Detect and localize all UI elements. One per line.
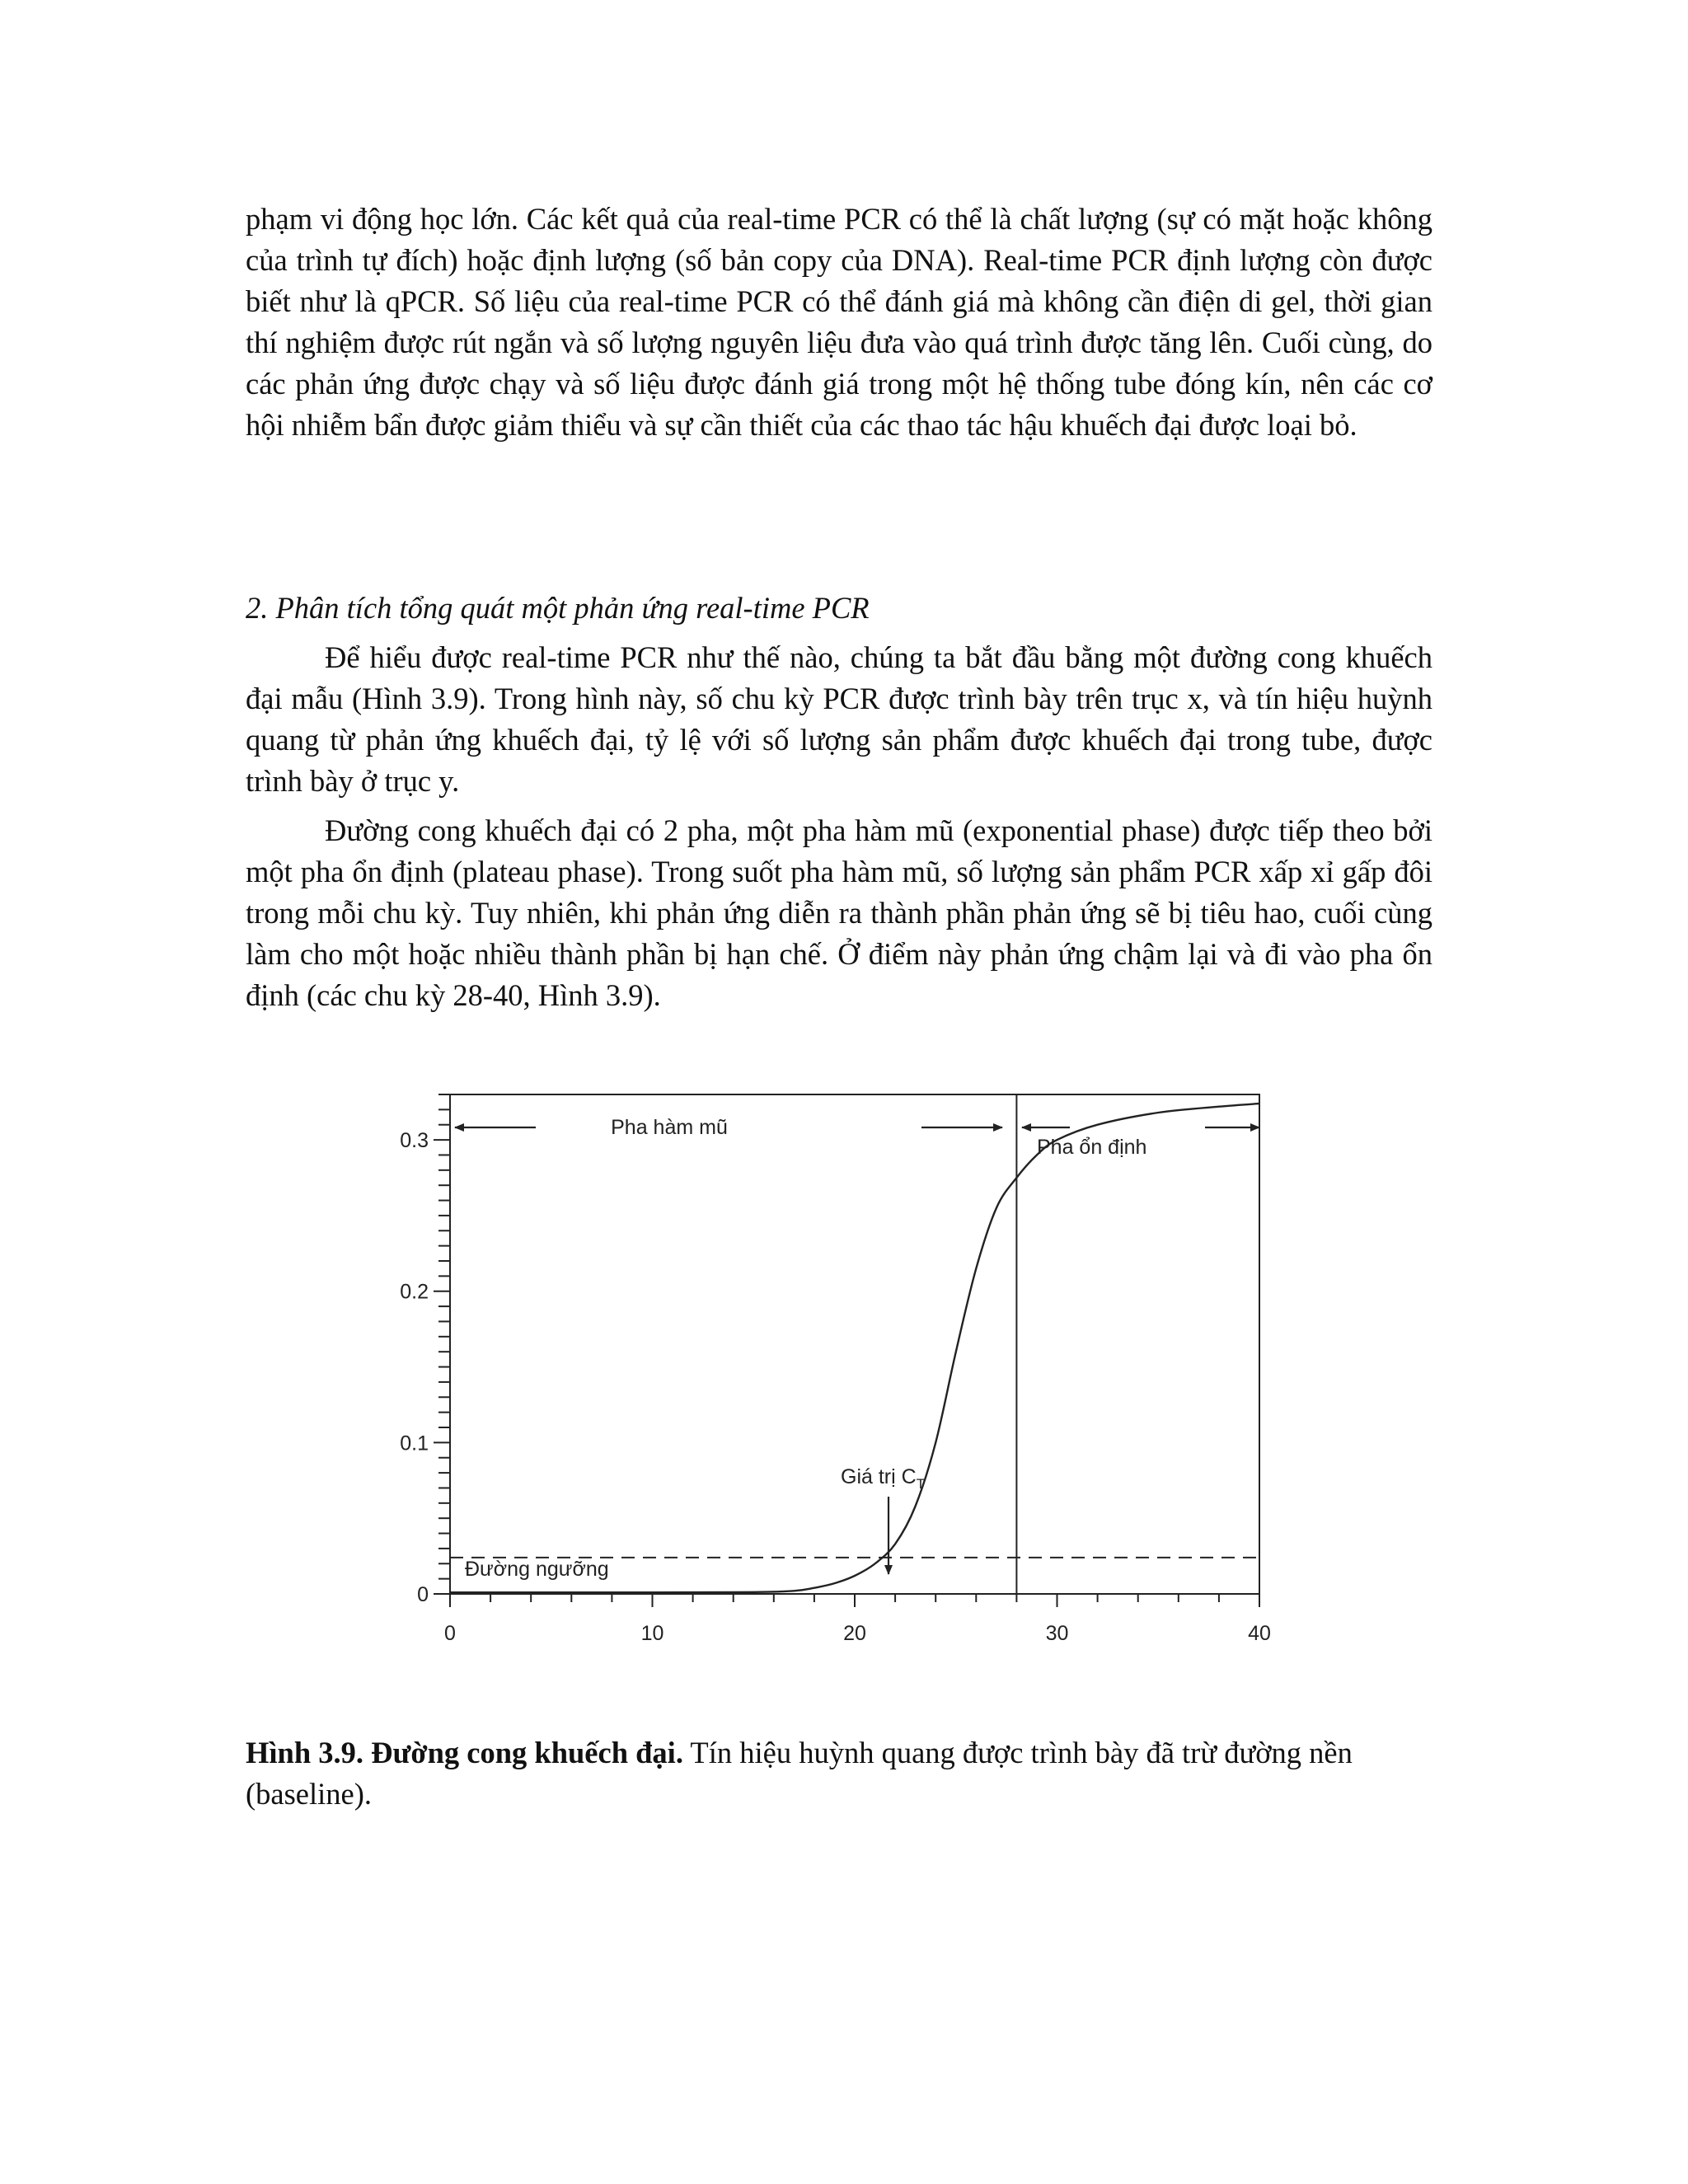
x-tick-label: 0 (444, 1622, 456, 1645)
caption-text (246, 1732, 1432, 1815)
threshold-label: Đường ngưỡng (465, 1558, 609, 1581)
ct-value-label (841, 1465, 925, 1492)
y-tick-label: 0 (417, 1583, 429, 1606)
paragraph-text: phạm vi động học lớn. Các kết quả của real-time PCR có thể là chất lượng (sự có mặt hoặc không của trình tự đích) hoặc định lượng (số bản copy của DNA). Real-time PCR định lượng còn được biết như là qPCR. Số liệu của real-time PCR có thể đánh giá mà không cần điện di gel, thời gian thí nghiệm được rút ngắn và số lượng nguyên liệu đưa vào quá trình được tăng lên. Cuối cùng, do các phản ứng được chạy và số liệu được đánh giá trong một hệ thống tube đóng kín, nên các cơ hội nhiễm bẩn được giảm thiểu và sự cần thiết của các thao tác hậu khuếch đại được loại bỏ. (246, 202, 1432, 442)
ct-value-text: Giá trị C (841, 1465, 917, 1488)
figure-caption (246, 1732, 1432, 1815)
caption-description: Tín hiệu huỳnh quang được trình bày đã trừ đường nền (baseline). (246, 1736, 1353, 1811)
x-tick-label: 40 (1248, 1622, 1271, 1645)
paragraph-amplification-curve (246, 637, 1432, 802)
paragraph-text: Để hiểu được real-time PCR như thế nào, chúng ta bắt đầu bằng một đường cong khuếch đại mẫu (Hình 3.9). Trong hình này, số chu kỳ PCR được trình bày trên trục x, và tín hiệu huỳnh quang từ phản ứng khuếch đại, tỷ lệ với số lượng sản phẩm được khuếch đại trong tube, được trình bày ở trục y. (246, 640, 1432, 798)
plateau-phase-label: Pha ổn định (1037, 1136, 1147, 1159)
figure-amplification-curve (363, 1071, 1302, 1706)
y-tick-label: 0.1 (400, 1432, 429, 1455)
exp-phase-label: Pha hàm mũ (611, 1116, 728, 1139)
caption-title: Hình 3.9. Đường cong khuếch đại. (246, 1736, 683, 1769)
plot-frame (450, 1094, 1259, 1594)
amplification-chart (363, 1071, 1302, 1706)
paragraph-intro (246, 199, 1432, 446)
x-tick-label: 20 (843, 1622, 866, 1645)
paragraph-text: Đường cong khuếch đại có 2 pha, một pha hàm mũ (exponential phase) được tiếp theo bởi một pha ổn định (plateau phase). Trong suốt pha hàm mũ, số lượng sản phẩm PCR xấp xỉ gấp đôi trong mỗi chu kỳ. Tuy nhiên, khi phản ứng diễn ra thành phần phản ứng sẽ bị tiêu hao, cuối cùng làm cho một hoặc nhiều thành phần bị hạn chế. Ở điểm này phản ứng chậm lại và đi vào pha ổn định (các chu kỳ 28-40, Hình 3.9). (246, 813, 1432, 1012)
section-heading: 2. Phân tích tổng quát một phản ứng real-time PCR (246, 591, 870, 625)
amplification-curve-line (450, 1104, 1259, 1592)
x-tick-label: 30 (1045, 1622, 1069, 1645)
y-tick-label: 0.3 (400, 1129, 429, 1153)
x-tick-label: 10 (640, 1622, 664, 1645)
paragraph-phases (246, 810, 1432, 1016)
ct-value-subscript: T (916, 1476, 926, 1492)
y-tick-label: 0.2 (400, 1280, 429, 1304)
